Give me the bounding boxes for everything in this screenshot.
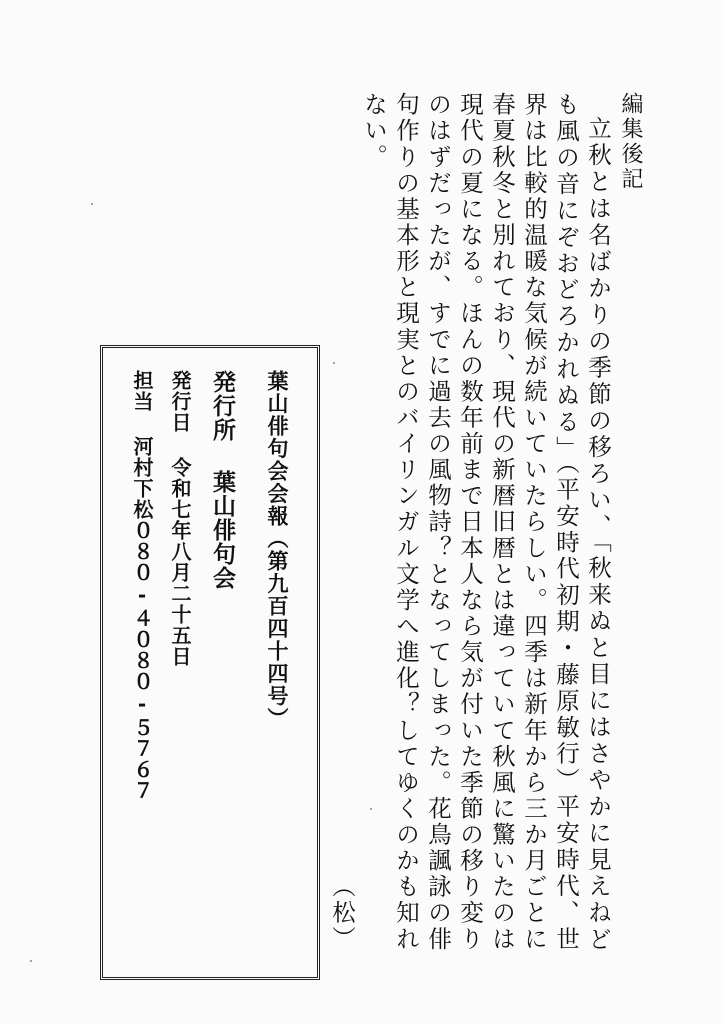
scan-speck	[30, 960, 32, 962]
issue-date-label: 発行日	[168, 370, 192, 433]
afterword-body: 立秋とは名ばかりの季節の移ろい、「秋来ぬと目にはさやかに見えねども風の音にぞおどろかれぬる」（平安時代初期・藤原敏行）平安時代、世界は比較的温暖な気候が続いていたらしい。四季は新年から三か月ごとに春夏秋冬と別れており、現代の新暦旧暦とは違っていて秋風に驚いたのは現代の夏になる。ほんの数年前まで日本人なら気が付いた季節の移り変りのはずだったが、すでに過去の風物詩？となってしまった。花鳥諷詠の俳句作りの基本形と現実とのバイリンガル文学へ進化？してゆくのかも知れない。	[360, 92, 612, 952]
contact-value: 河村下松０８０‐４０８０‐５７６７	[130, 436, 154, 801]
colophon-box	[100, 345, 320, 980]
editorial-afterword	[326, 92, 646, 952]
scan-speck	[91, 203, 93, 205]
afterword-heading: 編集後記	[618, 92, 643, 192]
publisher-name: 葉山俳句会	[209, 469, 235, 590]
publisher-label: 発行所	[209, 370, 235, 442]
contact-line	[123, 370, 161, 960]
publisher-line	[199, 370, 245, 960]
scan-speck	[333, 362, 335, 364]
scan-speck	[370, 808, 372, 810]
contact-label: 担当	[130, 370, 154, 412]
issue-date-value: 令和七年八月二十五日	[168, 457, 192, 667]
colophon-content	[123, 370, 299, 960]
afterword-signature: （松）	[328, 874, 356, 952]
newsletter-title: 葉山俳句会会報（第九百四十四号）	[265, 370, 289, 730]
issue-date-line	[161, 370, 199, 960]
